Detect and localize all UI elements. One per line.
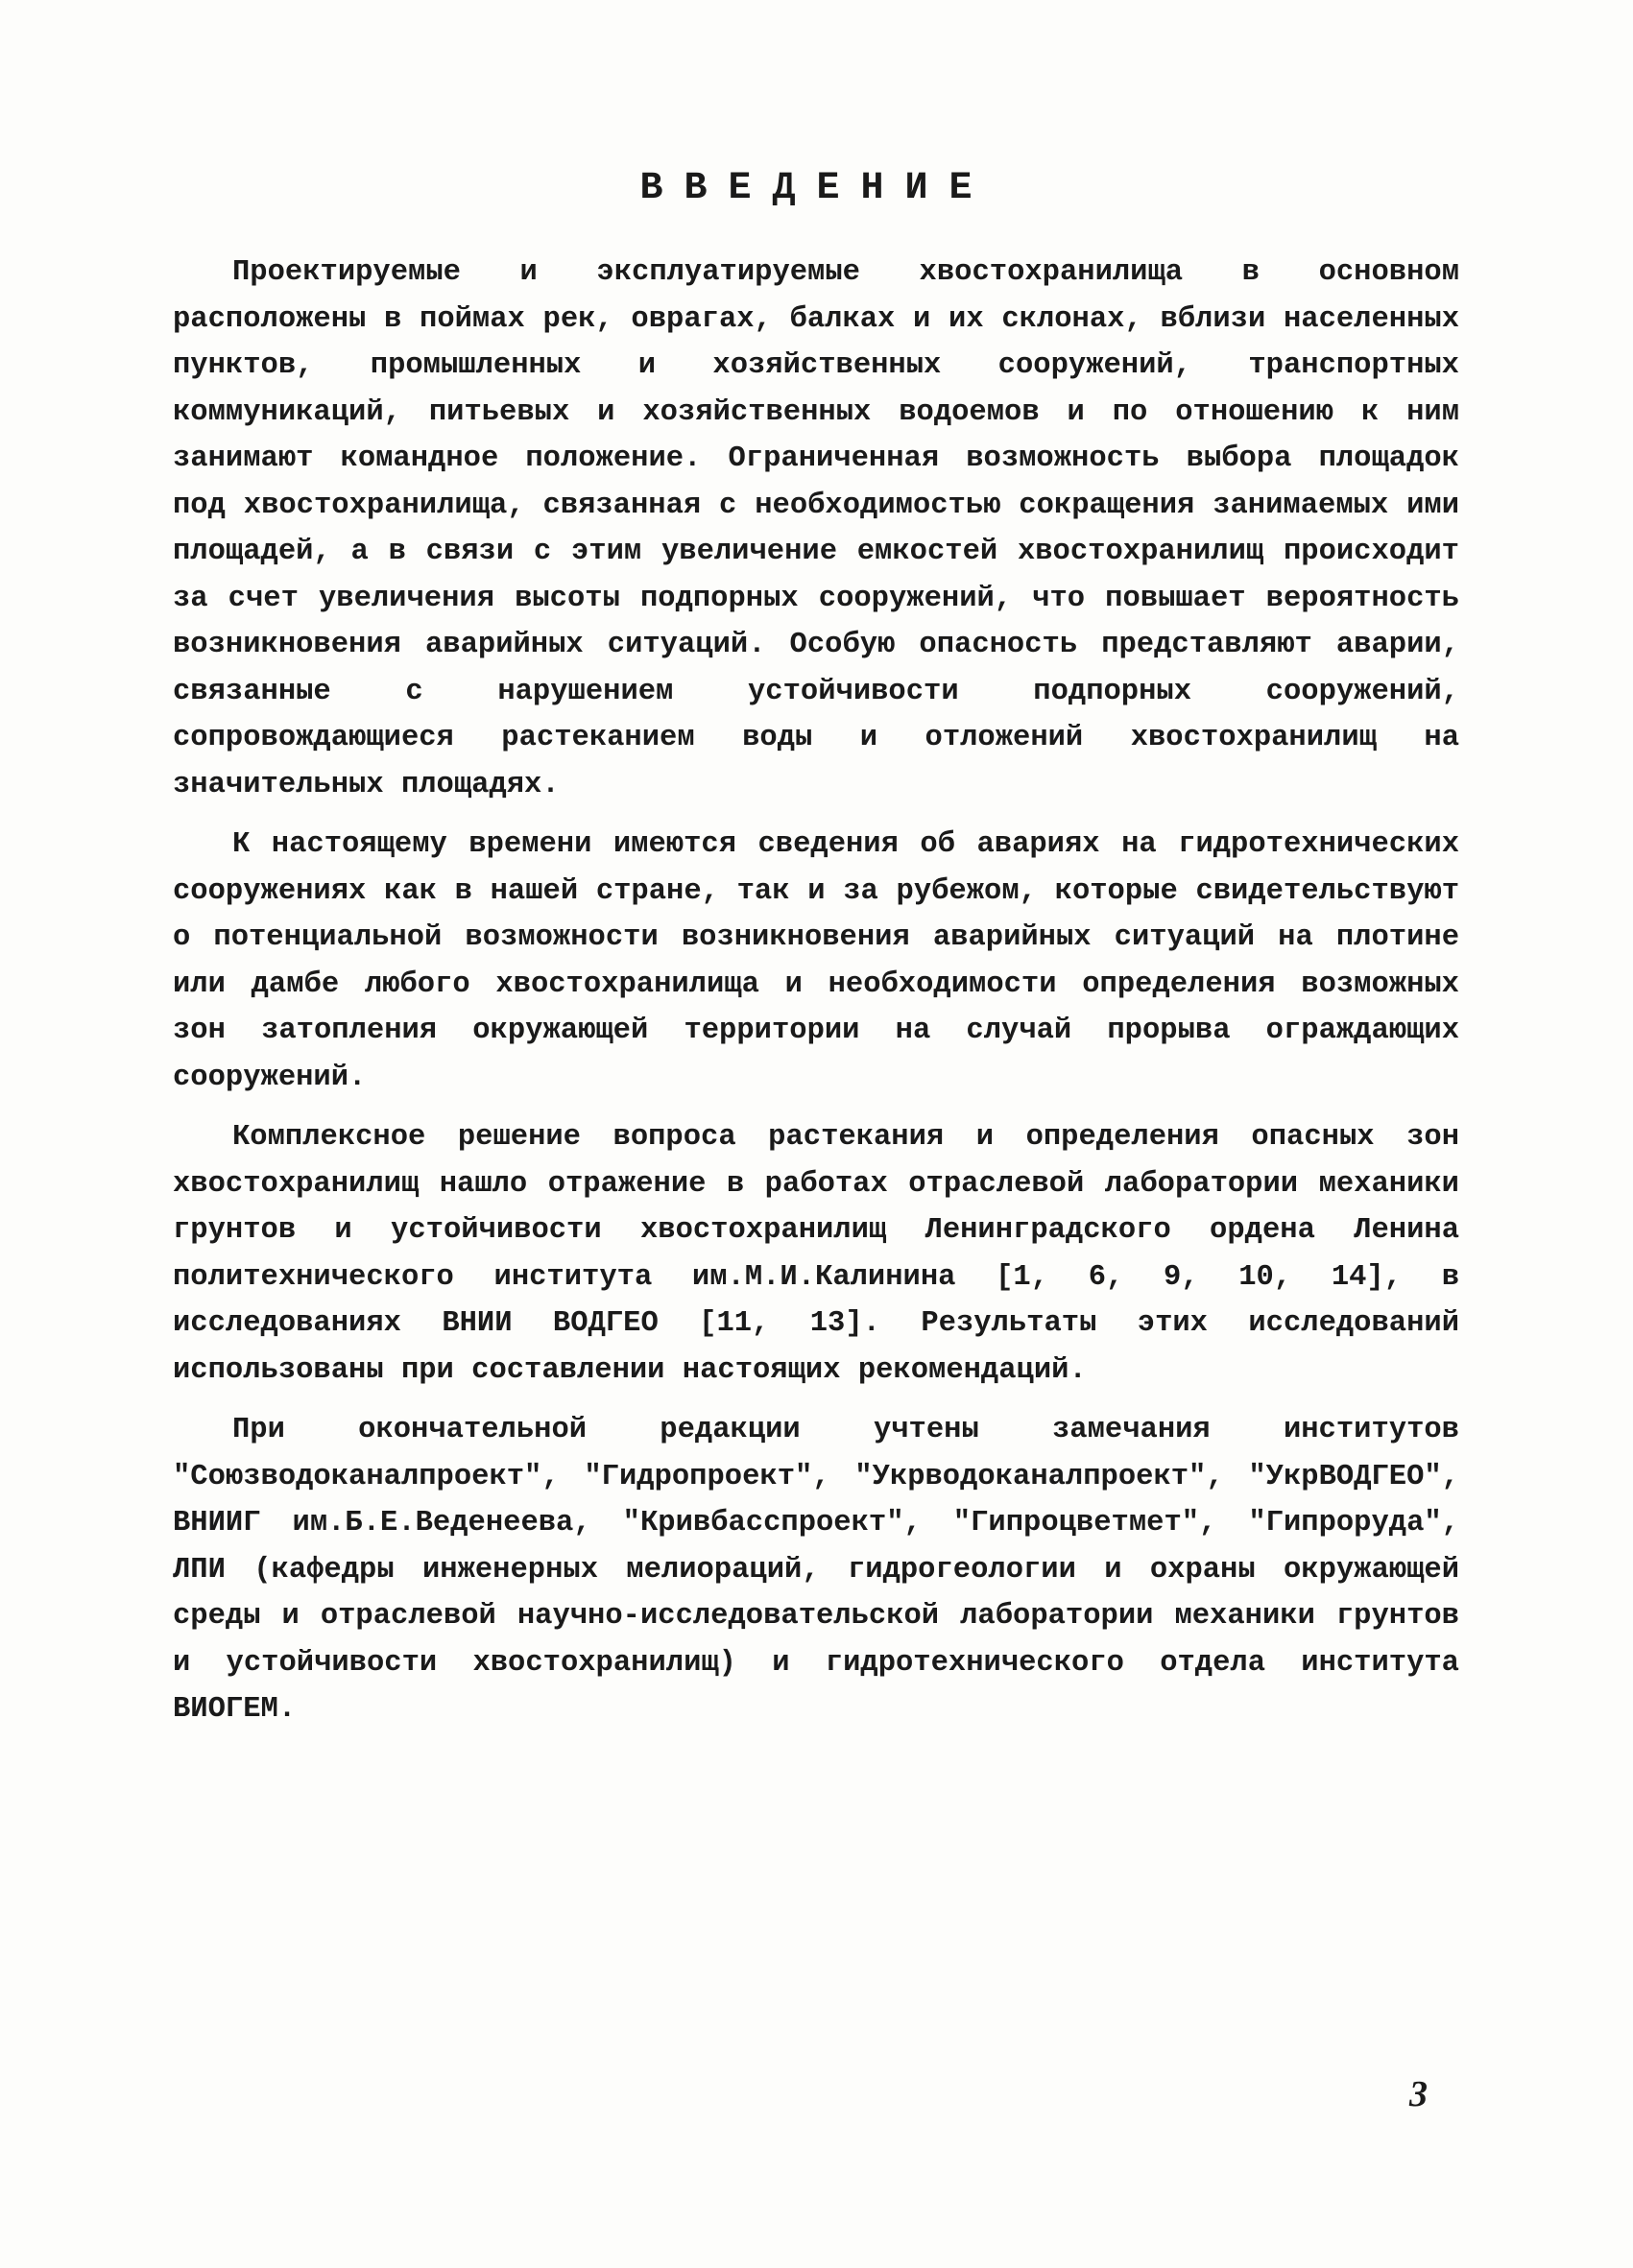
paragraph-1: Проектируемые и эксплуатируемые хвостохранилища в основном расположены в поймах рек, оврагах, балках и их склонах, вблизи населенных пунктов, промышленных и хозяйственных сооружений, транспортных коммуникаций, питьевых и хозяйственных водоемов и по отношению к ним занимают командное положение. Ограниченная возможность выбора площадок под хвостохранилища, связанная с необходимостью сокращения занимаемых ими площадей, а в связи с этим увеличение емкостей хвостохранилищ происходит за счет увеличения высоты подпорных сооружений, что повышает вероятность возникновения аварийных ситуаций. Особую опасность представляют аварии, связанные с нарушением устойчивости подпорных сооружений, сопровождающиеся растеканием воды и отложений хвостохранилищ на значительных площадях. <box>173 256 1459 801</box>
body-text <box>173 250 1459 1733</box>
page-number: 3 <box>1409 2074 1428 2114</box>
section-title: ВВЕДЕНИЕ <box>639 167 994 210</box>
paragraph-2: К настоящему времени имеются сведения об авариях на гидротехнических сооружениях как в нашей стране, так и за рубежом, которые свидетельствуют о потенциальной возможности возникновения аварийных ситуаций на плотине или дамбе любого хвостохранилища и необходимости определения возможных зон затопления окружающей территории на случай прорыва ограждающих сооружений. <box>173 828 1459 1094</box>
paragraph-3: Комплексное решение вопроса растекания и определения опасных зон хвостохранилищ нашло отражение в работах отраслевой лаборатории механики грунтов и устойчивости хвостохранилищ Ленинградского ордена Ленина политехнического института им.М.И.Калинина [1, 6, 9, 10, 14], в исследованиях ВНИИ ВОДГЕО [11, 13]. Результаты этих исследований использованы при составлении настоящих рекомендаций. <box>173 1121 1459 1387</box>
paragraph-4: При окончательной редакции учтены замечания институтов "Союзводоканалпроект", "Гидропроект", "Укрводоканалпроект", "УкрВОДГЕО", ВНИИГ им.Б.Е.Веденеева, "Кривбасспроект", "Гипроцветмет", "Гипроруда", ЛПИ (кафедры инженерных мелиораций, гидрогеологии и охраны окружающей среды и отраслевой научно-исследовательской лаборатории механики грунтов и устойчивости хвостохранилищ) и гидротехнического отдела института ВИОГЕМ. <box>173 1414 1459 1726</box>
